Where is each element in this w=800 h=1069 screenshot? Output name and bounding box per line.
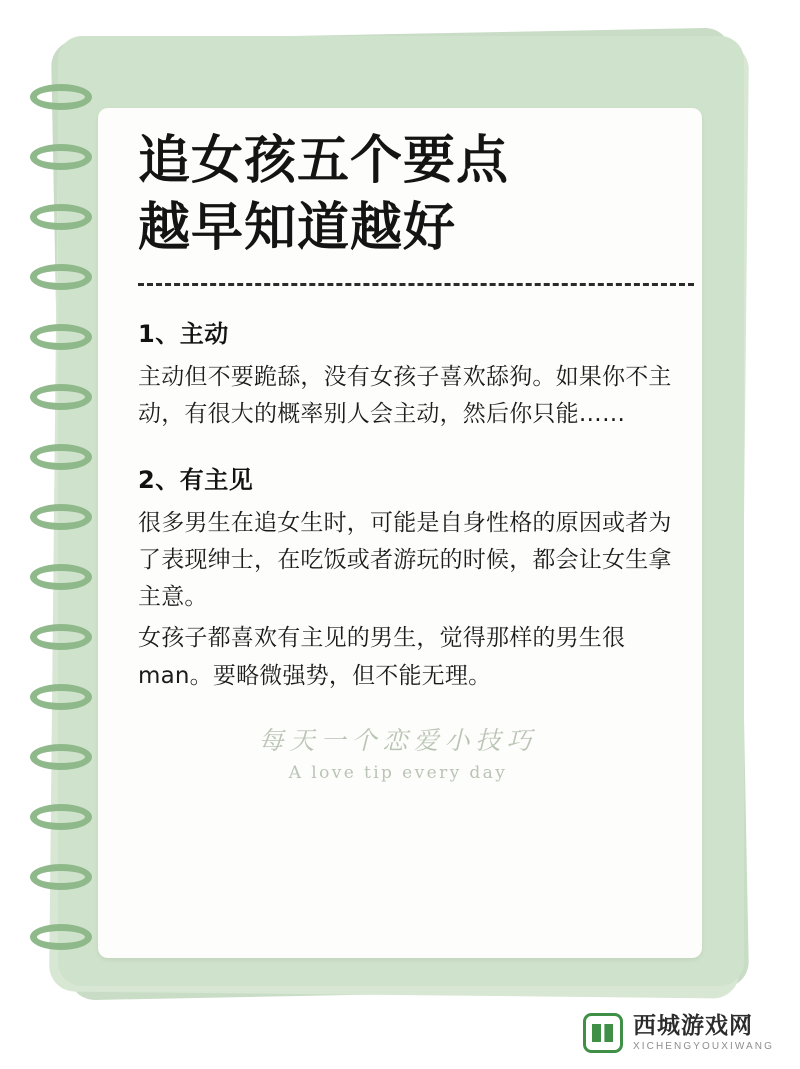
binding-ring-icon (30, 864, 92, 890)
watermark-text (632, 1012, 774, 1052)
signature-chinese: 每天一个恋爱小技巧 (258, 725, 538, 755)
binding-ring-icon (30, 204, 92, 230)
site-watermark (583, 1013, 774, 1053)
binding-ring-icon (30, 324, 92, 350)
binding-ring-icon (30, 924, 92, 950)
poster-content (138, 128, 704, 783)
spiral-binding (30, 84, 110, 964)
signature-block (138, 721, 658, 783)
binding-ring-icon (30, 384, 92, 410)
section-2-paragraph-1: 很多男生在追女生时，可能是自身性格的原因或者为了表现绅士，在吃饭或者游玩的时候，都会让女生拿主意。 (138, 509, 672, 611)
binding-ring-icon (30, 624, 92, 650)
title-line-2: 越早知道越好 (138, 197, 457, 258)
binding-ring-icon (30, 84, 92, 110)
title-line-1: 追女孩五个要点 (138, 131, 510, 191)
section-2-paragraph-2: 女孩子都喜欢有主见的男生，觉得那样的男生很man。要略微强势，但不能无理。 (138, 625, 626, 689)
section-1-heading: 1、主动 (138, 320, 229, 349)
binding-ring-icon (30, 504, 92, 530)
page-title (138, 128, 704, 261)
binding-ring-icon (30, 444, 92, 470)
signature-english: A love tip every day (288, 762, 508, 783)
binding-ring-icon (30, 564, 92, 590)
binding-ring-icon (30, 804, 92, 830)
binding-ring-icon (30, 744, 92, 770)
watermark-name-en: XICHENGYOUXIWANG (632, 1040, 774, 1052)
section-1 (138, 314, 704, 434)
watermark-name-cn: 西城游戏网 (632, 1012, 753, 1039)
dashed-divider (138, 283, 694, 286)
section-1-paragraph-1: 主动但不要跪舔，没有女孩子喜欢舔狗。如果你不主动，有很大的概率别人会主动，然后你只能…… (138, 364, 672, 428)
binding-ring-icon (30, 264, 92, 290)
section-2-heading: 2、有主见 (138, 465, 254, 494)
book-logo-icon (583, 1013, 623, 1053)
section-2 (138, 460, 704, 695)
binding-ring-icon (30, 144, 92, 170)
binding-ring-icon (30, 684, 92, 710)
